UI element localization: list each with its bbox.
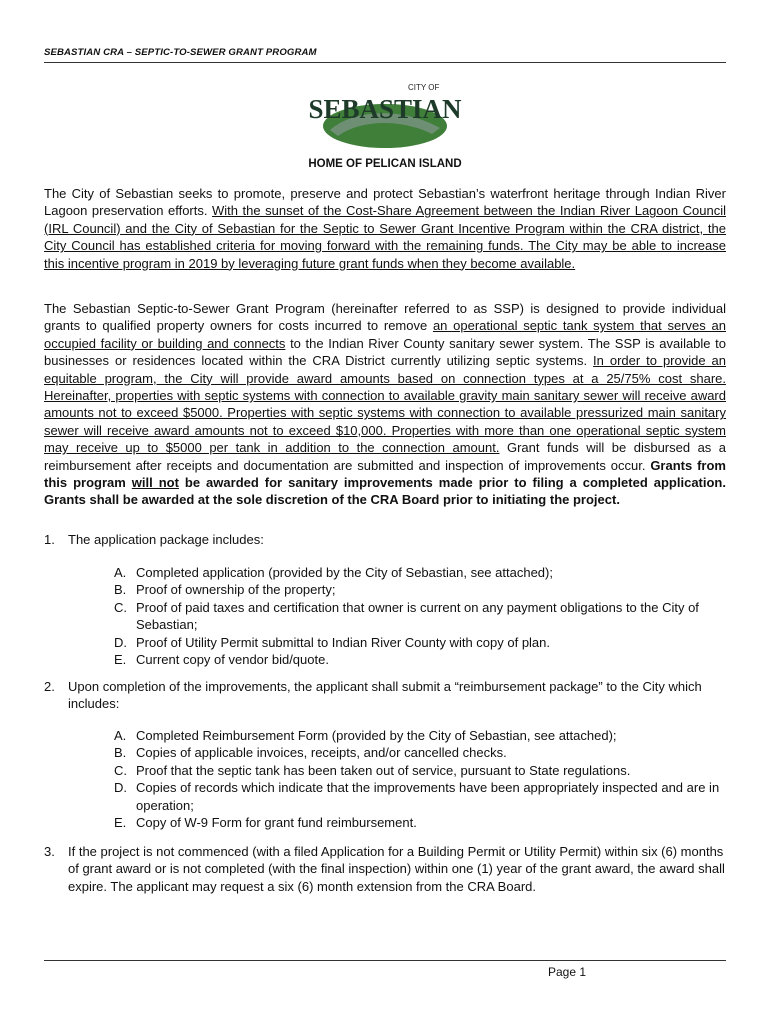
city-logo [300,78,470,172]
program-paragraph: The Sebastian Septic-to-Sewer Grant Program (hereinafter referred to as SSP) is designed to provide individual grants to qualified property owners for costs incurred to remove an operational septic tank system that serves an occupied facility or building and connects to the Indian River County sanitary sewer system. The SSP is available to businesses or residences located within the CRA District currently utilizing septic systems. In order to provide an equitable program, the City will provide award amounts based on connection types at a 25/75% cost share. Hereinafter, properties with septic systems with connection to available gravity main sanitary sewer will receive award amounts not to exceed $5000. Properties with septic systems with connection to available pressurized main sanitary sewer will receive award amounts not to exceed $10,000. Properties with more than one operational septic system may receive up to $5000 per tank in addition to the connection amount. Grant funds will be disbursed as a reimbursement after receipts and documentation are submitted and inspection of improvements occur. Grants from this program will not be awarded for sanitary improvements made prior to filing a completed application. Grants shall be awarded at the sole discretion of the CRA Board prior to initiating the project. [44,301,727,508]
list-item: B. Copies of applicable invoices, receipts, and/or cancelled checks. [114,745,507,761]
list-item: E. Copy of W-9 Form for grant fund reimbursement. [114,815,417,831]
list-item: D. Copies of records which indicate that the improvements have been appropriately inspected and are in operation; [114,780,720,813]
list-item-3: 3. If the project is not commenced (with a filed Application for a Building Permit or Utility Permit) within six (6) months of grant award or is not completed (with the final inspection) within one (1) year of the grant award, the award shall expire. The applicant may request a six (6) month extension from the CRA Board. [44,844,725,894]
reimbursement-requirements-list [114,727,726,831]
logo-tagline: HOME OF PELICAN ISLAND [308,158,462,170]
list-item: B. Proof of ownership of the property; [114,582,336,598]
running-header: SEBASTIAN CRA – SEPTIC-TO-SEWER GRANT PROGRAM [44,47,317,58]
header-divider [44,62,726,63]
list-item: E. Current copy of vendor bid/quote. [114,652,329,668]
application-requirements-list [114,564,726,668]
list-item-2: 2. Upon completion of the improvements, the applicant shall submit a “reimbursement package” to the City which includes: [44,679,702,712]
list-item: C. Proof that the septic tank has been taken out of service, pursuant to State regulations. [114,762,631,778]
list-item-1: 1. The application package includes: [44,532,264,547]
footer-divider [44,960,726,961]
list-item: C. Proof of paid taxes and certification that owner is current on any payment obligations to the City of Sebastian; [114,599,699,633]
logo-name: SEBASTIAN [308,94,462,124]
list-item: A. Completed application (provided by the City of Sebastian, see attached); [114,565,553,580]
list-item: A. Completed Reimbursement Form (provided by the City of Sebastian, see attached); [114,728,617,743]
page-number: Page 1 [548,965,587,979]
intro-paragraph: The City of Sebastian seeks to promote, preserve and protect Sebastian’s waterfront heritage through Indian River Lagoon preservation efforts. With the sunset of the Cost-Share Agreement between the Indian River Lagoon Council (IRL Council) and the City of Sebastian for the Septic to Sewer Grant Incentive Program within the CRA district, the City Council has established criteria for moving forward with the remaining funds. The City may be able to increase this incentive program in 2019 by leveraging future grant funds when they become available. [44,186,726,271]
logo-city-of: CITY OF [408,83,440,92]
list-item: D. Proof of Utility Permit submittal to Indian River County with copy of plan. [114,634,551,650]
